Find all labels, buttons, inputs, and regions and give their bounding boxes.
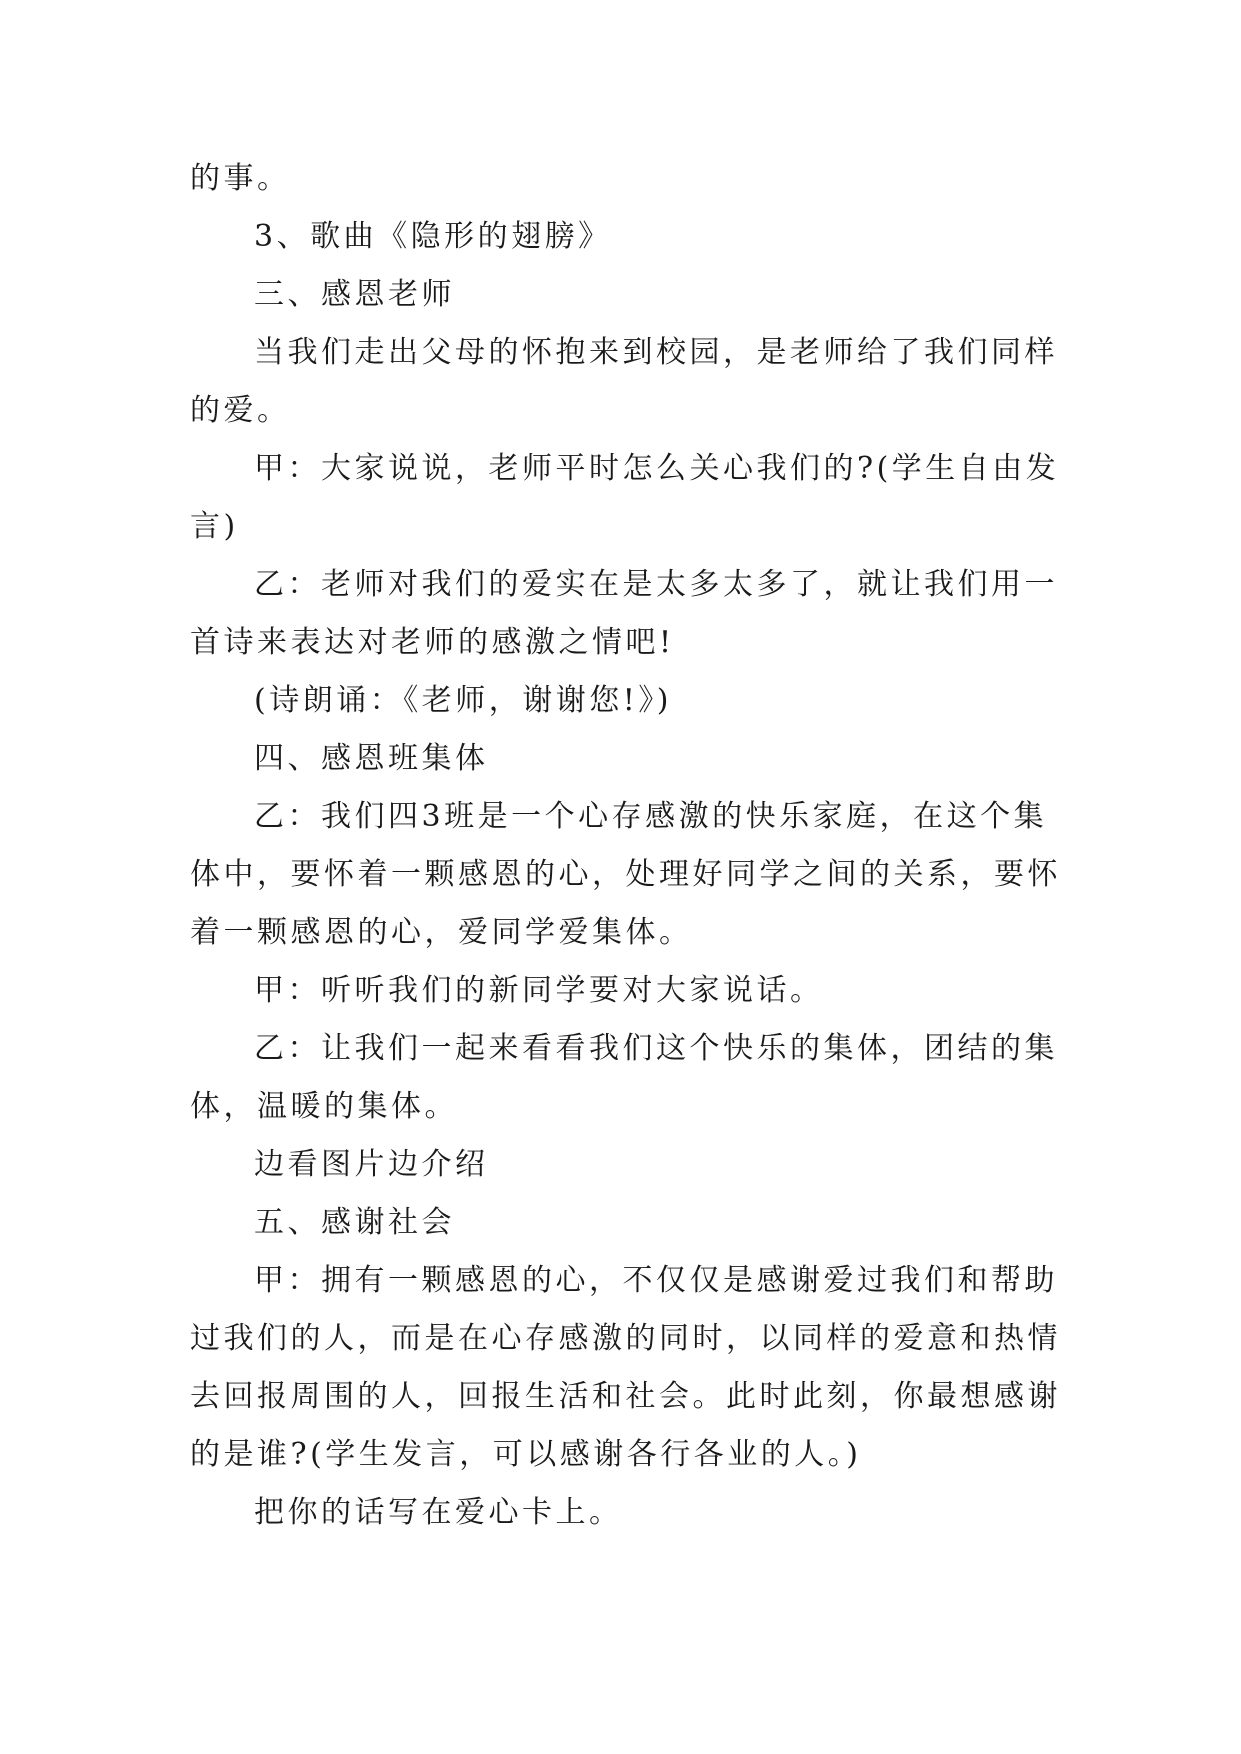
text-line: 边看图片边介绍: [254, 1147, 489, 1182]
text-line: 过我们的人，而是在心存感激的同时，以同样的爱意和热情: [190, 1321, 1061, 1356]
text-line: 三、感恩老师: [254, 277, 455, 312]
text-line: 乙：我们四3班是一个心存感激的快乐家庭，在这个集: [254, 799, 1048, 834]
text-line: 体，温暖的集体。: [190, 1089, 458, 1124]
text-line: 首诗来表达对老师的感激之情吧!: [190, 625, 675, 660]
text-line: 五、感谢社会: [254, 1205, 455, 1240]
text-line: 3、歌曲《隐形的翅膀》: [254, 219, 612, 254]
text-line: 的事。: [190, 161, 291, 196]
text-line: 甲：大家说说，老师平时怎么关心我们的?(学生自由发: [254, 451, 1060, 486]
text-line: 四、感恩班集体: [254, 741, 489, 776]
document-body: [190, 150, 1061, 1542]
text-line: 把你的话写在爱心卡上。: [254, 1495, 623, 1530]
text-line: 乙：让我们一起来看看我们这个快乐的集体，团结的集: [254, 1031, 1058, 1066]
text-line: 甲：拥有一颗感恩的心，不仅仅是感谢爱过我们和帮助: [254, 1263, 1058, 1298]
text-line: 当我们走出父母的怀抱来到校园，是老师给了我们同样: [254, 335, 1058, 370]
text-line: 甲：听听我们的新同学要对大家说话。: [254, 973, 824, 1008]
text-line: 的是谁?(学生发言，可以感谢各行各业的人。): [190, 1437, 862, 1472]
text-line: 去回报周围的人，回报生活和社会。此时此刻，你最想感谢: [190, 1379, 1061, 1414]
text-line: 着一颗感恩的心，爱同学爱集体。: [190, 915, 693, 950]
text-line: 的爱。: [190, 393, 291, 428]
text-line: 乙：老师对我们的爱实在是太多太多了，就让我们用一: [254, 567, 1058, 602]
text-line: (诗朗诵：《老师，谢谢您!》): [254, 683, 672, 718]
text-line: 体中，要怀着一颗感恩的心，处理好同学之间的关系，要怀: [190, 857, 1061, 892]
text-line: 言): [190, 509, 239, 544]
